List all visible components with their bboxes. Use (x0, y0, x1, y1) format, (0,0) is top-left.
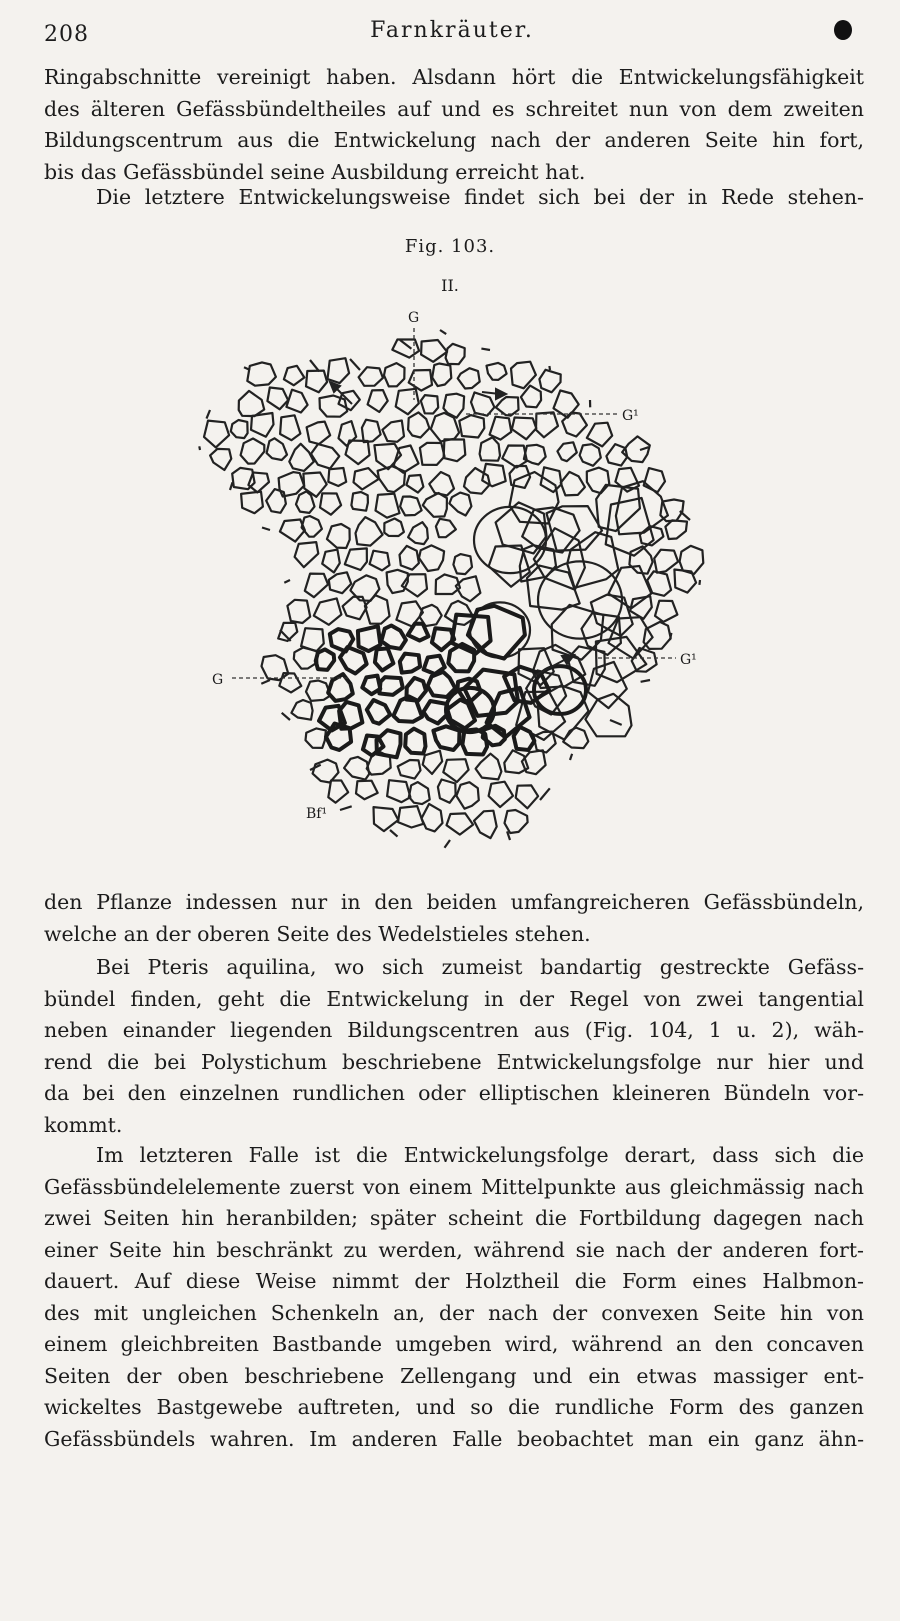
tissue-cell (496, 397, 519, 416)
tissue-cell (655, 601, 677, 622)
tissue-cell (561, 472, 585, 496)
text-line: bündel finden, geht die Entwickelung in der Regel von zwei tangential (44, 986, 864, 1011)
text-line: Gefässbündelelemente zuerst von einem Mittelpunkte aus gleichmässig nach (44, 1174, 864, 1199)
text-line: da bei den einzelnen rundlichen oder elliptischen kleineren Bündeln vor- (44, 1081, 864, 1105)
border-hair (340, 806, 352, 810)
figure-sub-label: II. (441, 276, 459, 295)
tissue-cell (305, 574, 328, 598)
text-line: des mit ungleichen Schenkeln an, der nach der convexen Seite hin von (44, 1300, 864, 1325)
tissue-cell (587, 423, 612, 447)
ink-blot-mark (834, 20, 852, 40)
vessel-cell (534, 666, 586, 714)
tissue-cell (408, 522, 428, 544)
tissue-cell (453, 554, 472, 574)
tissue-cell (311, 444, 339, 469)
border-hair (440, 330, 446, 334)
paragraph-5 (44, 1140, 864, 1455)
tissue-cell (502, 446, 527, 468)
border-hair (540, 788, 550, 800)
tissue-cell (674, 570, 696, 593)
tissue-cell (534, 732, 556, 753)
text-line: welche an der oberen Seite des Wedelstieles stehen. (44, 921, 591, 946)
tissue-cell (429, 472, 454, 495)
tissue-cell (289, 444, 314, 471)
border-hair (262, 528, 270, 531)
tissue-cell (400, 654, 420, 673)
tissue-cell (431, 413, 459, 442)
tissue-cell (384, 363, 405, 386)
tissue-cell (580, 444, 601, 466)
tissue-cell (524, 445, 546, 465)
tissue-cell (516, 785, 538, 808)
tissue-cell (295, 542, 319, 567)
tissue-cell (534, 528, 585, 590)
text-line: Im letzteren Falle ist die Entwickelungsfolge derart, dass sich die (96, 1143, 864, 1167)
tissue-cell (368, 390, 388, 412)
tissue-cell (306, 728, 326, 748)
tissue-cell (444, 439, 466, 461)
tissue-cell (328, 358, 350, 383)
tissue-cell (241, 439, 265, 464)
tissue-cell (490, 417, 512, 440)
tissue-cell (247, 362, 276, 385)
paragraph-2 (44, 182, 864, 214)
tissue-cell (536, 412, 558, 437)
tissue-cell (306, 371, 327, 393)
tissue-cell (313, 760, 339, 783)
tissue-cell (340, 647, 367, 674)
tissue-cell (398, 806, 423, 827)
tissue-cell (585, 694, 631, 737)
tissue-cell (514, 727, 535, 750)
tissue-cell (267, 388, 288, 410)
tissue-cell (421, 395, 438, 413)
tissue-cell (378, 466, 406, 492)
paragraph-3 (44, 887, 864, 950)
text-line: Die letztere Entwickelungsweise findet sich bei der in Rede stehen- (96, 185, 864, 209)
tissue-cell (436, 519, 456, 537)
tissue-cell (356, 517, 383, 546)
border-hair (670, 633, 671, 640)
text-line: des älteren Gefässbündeltheiles auf und es schreitet nun von dem zweiten (44, 96, 864, 121)
tissue-cell (587, 468, 610, 494)
text-line: Bei Pteris aquilina, wo sich zumeist bandartig gestreckte Gefäss- (96, 955, 864, 979)
tissue-cell (302, 516, 322, 537)
tissue-cell (362, 420, 381, 442)
tissue-cell (241, 492, 263, 514)
tissue-cell (476, 754, 502, 780)
text-line: einem gleichbreiten Bastbande umgeben wird, während an den concaven (44, 1332, 864, 1356)
border-hair (230, 482, 233, 490)
tissue-cell (231, 420, 248, 438)
text-line: Seiten der oben beschriebene Zellengang und ein etwas massiger ent- (44, 1363, 864, 1388)
tissue-cell (239, 391, 265, 416)
border-hair (284, 580, 290, 583)
tissue-cell (267, 438, 287, 460)
tissue-cell (248, 473, 269, 493)
tissue-cell (376, 494, 400, 518)
label-g-top: G (408, 310, 420, 326)
tissue-cell (541, 467, 562, 492)
tissue-cell (406, 475, 423, 493)
tissue-cell (375, 648, 394, 670)
tissue-cell (379, 677, 402, 695)
tissue-cell (351, 492, 368, 511)
border-hair (570, 754, 572, 760)
figure-caption: Fig. 103. (404, 236, 496, 257)
tissue-cell (474, 811, 497, 838)
text-line: einer Seite hin beschränkt zu werden, während sie nach der anderen fort- (44, 1237, 864, 1262)
tissue-cell (408, 412, 429, 437)
text-line: neben einander liegenden Bildungscentren aus (Fig. 104, 1 u. 2), wäh- (44, 1018, 864, 1042)
border-hair (699, 580, 700, 585)
paragraph-1 (44, 62, 864, 188)
tissue-cell (449, 493, 471, 516)
tissue-cell (392, 340, 419, 358)
tissue-cell (432, 364, 451, 387)
tissue-cell (647, 571, 671, 596)
text-line: Bildungscentrum aus die Entwickelung nach der anderen Seite hin fort, (44, 128, 864, 152)
border-hair (610, 720, 622, 725)
tissue-cell (339, 421, 357, 446)
border-hair (445, 840, 451, 848)
border-hair (390, 830, 398, 837)
tissue-cell (480, 437, 500, 460)
border-hair (400, 340, 411, 349)
tissue-cell (459, 415, 484, 437)
tissue-cell (458, 368, 480, 388)
tissue-cell (384, 519, 404, 537)
tissue-cell (320, 493, 341, 514)
vessel-cell (538, 561, 622, 638)
text-line: den Pflanze indessen nur in den beiden umfangreicheren Gefässbündeln, (44, 890, 864, 914)
tissue-cell (307, 422, 331, 445)
text-line: Gefässbündels wahren. Im anderen Falle beobachtet man ein ganz ähn- (44, 1426, 864, 1451)
tissue-cell (471, 392, 494, 415)
tissue-cell (291, 700, 312, 720)
tissue-cell (644, 468, 665, 492)
page-number: 208 (44, 22, 89, 47)
border-hair (549, 366, 550, 370)
tissue-cell (359, 367, 383, 386)
label-g1-top: G¹ (622, 408, 639, 424)
tissue-cell (512, 418, 536, 440)
tissue-cell (354, 468, 379, 489)
tissue-cell (489, 782, 513, 807)
tissue-cell (557, 442, 576, 461)
tissue-cell (322, 550, 340, 573)
tissue-cell (387, 780, 410, 802)
tissue-cell (420, 443, 445, 465)
tissue-cell (423, 493, 447, 517)
label-g-left: G (212, 672, 224, 688)
text-line: kommt. (44, 1112, 123, 1137)
tissue-cell (423, 751, 443, 774)
tissue-cell (316, 649, 335, 670)
border-hair (282, 713, 290, 720)
vessel-cell (474, 507, 546, 573)
tissue-cell (262, 655, 289, 680)
tissue-cell (400, 497, 422, 516)
tissue-cell (487, 363, 507, 380)
tissue-cell (421, 340, 447, 362)
tissue-cell (464, 468, 490, 494)
text-line: Ringabschnitte vereinigt haben. Alsdann hört die Entwickelungsfähigkeit (44, 65, 864, 89)
tissue-cell (374, 807, 399, 831)
tissue-cell (279, 472, 305, 496)
tissue-cell (343, 597, 367, 620)
cell-tissue-figure (170, 300, 730, 870)
tissue-cell (280, 415, 300, 440)
tissue-cell (428, 672, 456, 697)
tissue-cell (446, 344, 465, 364)
tissue-cell (398, 760, 421, 779)
tissue-cell (356, 781, 378, 800)
tissue-cell (294, 648, 318, 669)
border-hair (640, 447, 649, 450)
tissue-cell (438, 780, 456, 803)
tissue-cell (422, 804, 443, 832)
text-line: rend die bei Polystichum beschriebene Entwickelungsfolge nur hier und (44, 1049, 864, 1074)
tissue-cell (400, 546, 419, 570)
tissue-cell (409, 370, 432, 391)
tissue-cell (382, 421, 404, 442)
tissue-cell (344, 757, 369, 780)
label-bf1: Bf¹ (306, 806, 328, 822)
tissue-cell (443, 759, 468, 782)
tissue-cell (284, 366, 304, 386)
tissue-cell (396, 389, 419, 415)
tissue-cell (367, 700, 390, 724)
tissue-cell (314, 598, 342, 624)
text-line: dauert. Auf diese Weise nimmt der Holztheil die Form eines Halbmon- (44, 1269, 864, 1293)
text-line: zwei Seiten hin heranbilden; später scheint die Fortbildung dagegen nach (44, 1206, 864, 1230)
tissue-cell (511, 362, 536, 389)
tissue-cell (505, 810, 528, 833)
tissue-cell (286, 390, 307, 413)
paragraph-4 (44, 952, 864, 1141)
tissue-cell (456, 782, 478, 809)
tissue-cell (280, 520, 305, 542)
tissue-cell (370, 551, 390, 571)
tissue-cell (447, 813, 474, 834)
tissue-cell (644, 622, 671, 649)
tissue-cell (287, 600, 310, 623)
tissue-cell (539, 370, 560, 393)
border-hair (199, 446, 200, 450)
tissue-cell (365, 595, 390, 624)
border-hair (680, 511, 690, 520)
tissue-cell (329, 572, 351, 593)
border-hair (641, 680, 650, 682)
border-hair (481, 349, 490, 350)
thick-cell-network (316, 606, 586, 758)
running-title: Farnkräuter. (370, 18, 534, 43)
tissue-cell (665, 520, 687, 539)
border-hair (207, 410, 211, 419)
border-hair (261, 680, 270, 684)
tissue-cell (327, 524, 350, 548)
tissue-cell (279, 673, 301, 692)
tissue-cell (409, 782, 430, 804)
tissue-cell (419, 545, 444, 571)
tissue-cell (405, 729, 425, 754)
tissue-cell (204, 421, 229, 448)
running-head (44, 18, 860, 48)
tissue-cell (381, 626, 406, 649)
tissue-cell (346, 441, 370, 465)
tissue-cell (266, 489, 286, 513)
text-line: bis das Gefässbündel seine Ausbildung erreicht hat. (44, 159, 586, 184)
tissue-cell (345, 548, 367, 570)
border-hair (350, 359, 360, 370)
tissue-cell (296, 491, 315, 513)
text-line: wickeltes Bastgewebe auftreten, und so die rundliche Form des ganzen (44, 1395, 864, 1419)
tissue-cell (328, 781, 348, 803)
tissue-cell (210, 449, 231, 470)
border-hair (310, 360, 319, 371)
label-g1-right: G¹ (680, 652, 697, 668)
tissue-cell (328, 468, 346, 486)
tissue-cell (251, 413, 274, 437)
